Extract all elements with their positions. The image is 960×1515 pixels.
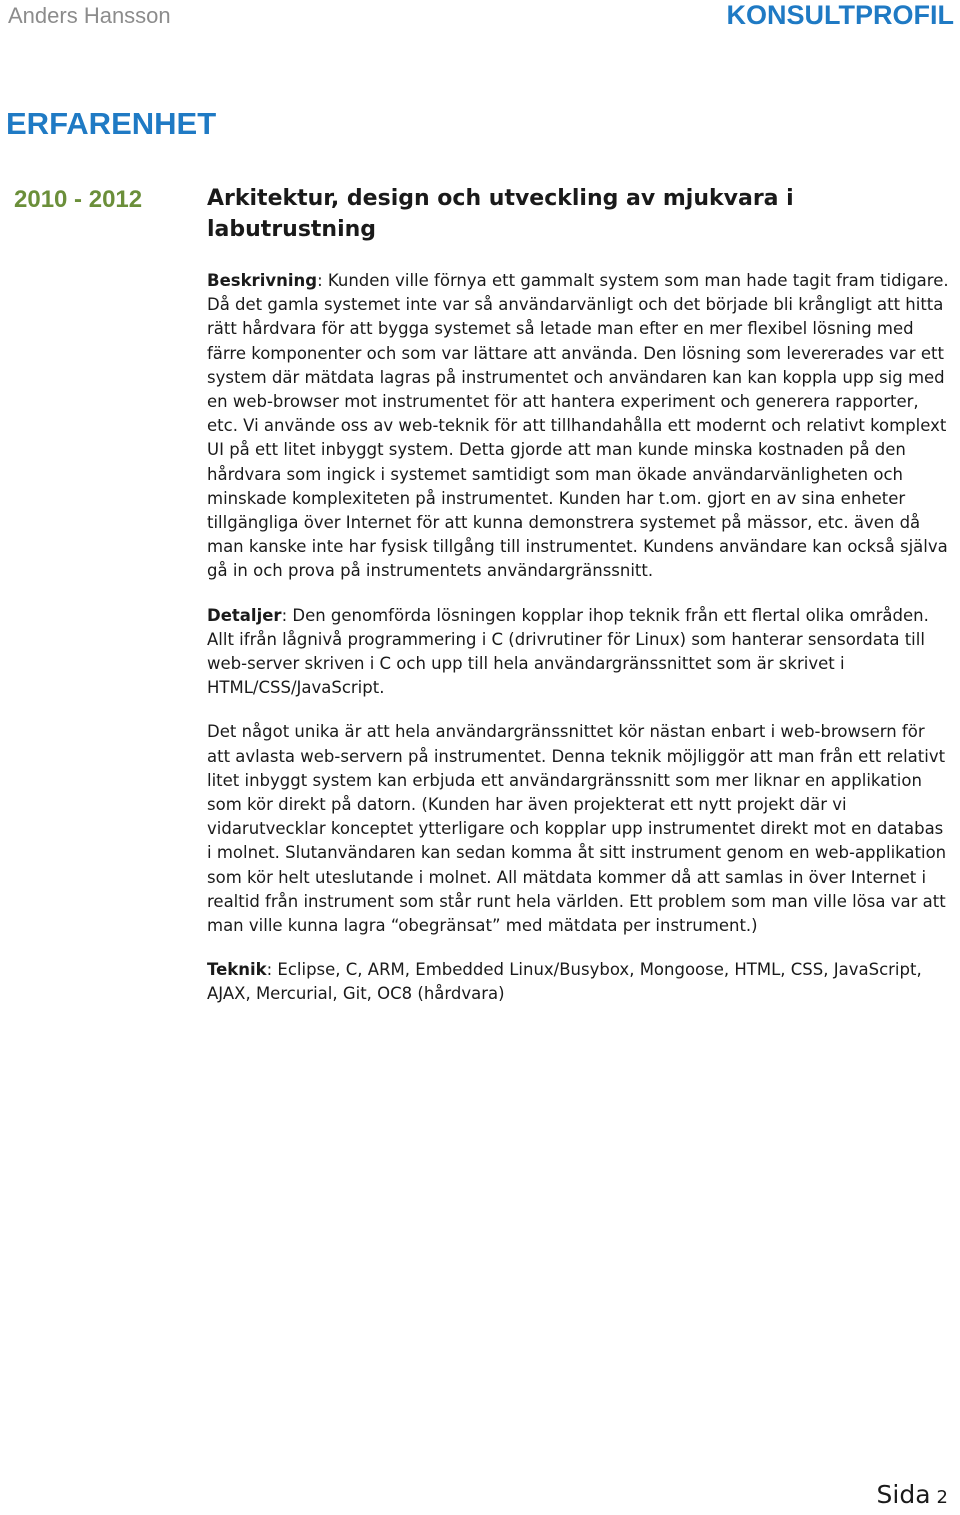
description-label: Beskrivning [207, 271, 318, 290]
tech-label: Teknik [207, 960, 267, 980]
page-word: Sida [876, 1480, 931, 1509]
experience-title: Arkitektur, design och utveckling av mjukvara i labutrustning [207, 186, 794, 242]
consultant-name: Anders Hansson [8, 3, 171, 28]
page-number-value: 2 [936, 1487, 948, 1508]
page-number [877, 1478, 948, 1515]
details-text: : Den genomförda lösningen kopplar ihop teknik från ett flertal olika områden. Allt ifrån lågnivå programmering i C (drivrutiner för Linux) som hanterar sensordata till web-server skriven i C och upp till hela användargränssnittet som är skrivet i HTML/CSS/JavaScript. [207, 605, 929, 698]
document-title: KONSULTPROFIL [726, 0, 954, 30]
experience-period: 2010 - 2012 [14, 186, 143, 213]
extra-paragraph: Det något unika är att hela användargränssnittet kör nästan enbart i web-browsern för att avlasta web-servern på instrumentet. Denna teknik möjliggör att man från ett relativt litet inbyggt system kan erbjuda ett användargränssnitt som mer liknar en applikation som kör direkt på datorn. (Kunden har även projekterat ett nytt projekt där vi vidarutvecklar konceptet ytterligare och kopplar upp instrumentet direkt mot en databas i molnet. Slutanvändaren kan sedan komma åt sitt instrument genom en web-applikation som kör helt uteslutande i molnet. All mätdata kommer då att samlas in över Internet i realtid från instrument som står runt hela världen. Ett problem som man ville lösa var att man ville kunna lagra “obegränsat” med mätdata per instrument.) [207, 722, 947, 936]
tech-text: : Eclipse, C, ARM, Embedded Linux/Busybox, Mongoose, HTML, CSS, JavaScript, AJAX, Mercurial, Git, OC8 (hårdvara) [207, 960, 922, 1004]
details-label: Detaljer [207, 605, 282, 625]
description-paragraph [207, 269, 949, 584]
tech-paragraph [207, 958, 949, 1006]
details-paragraph [207, 604, 949, 701]
experience-content [207, 183, 949, 1027]
section-heading: ERFARENHET [6, 106, 217, 141]
description-text: : Kunden ville förnya ett gammalt system som man hade tagit fram tidigare. Då det gamla systemet inte var så användarvänligt och det började bli krångligt att hitta rätt hårdvara för att bygga systemet så letade man efter en mer flexibel lösning med färre komponenter och som var lättare att använda. Den lösning som levererades var ett system där mätdata lagras på instrumentet och användaren kan kan koppla upp sig med en web-browser mot instrumentet för att hantera experiment och generera rapporter, etc. Vi använde oss av web-teknik för att tillhandahålla ett modernt och relativt komplext UI på ett litet inbyggt system. Detta gjorde att man kunde minska kostnaden på den hårdvara som ingick i systemet samtidigt som man ökade användarvänligheten och minskade komplexiteten på instrumentet. Kunden har t.om. gjort en av sina enheter tillgängliga över Internet för att kunna demonstrera systemet på mässor, etc. även då man kanske inte har fysisk tillgång till instrumentet. Kundens användare kan också själva gå in och prova på instrumentets användargränssnitt. [207, 271, 949, 581]
